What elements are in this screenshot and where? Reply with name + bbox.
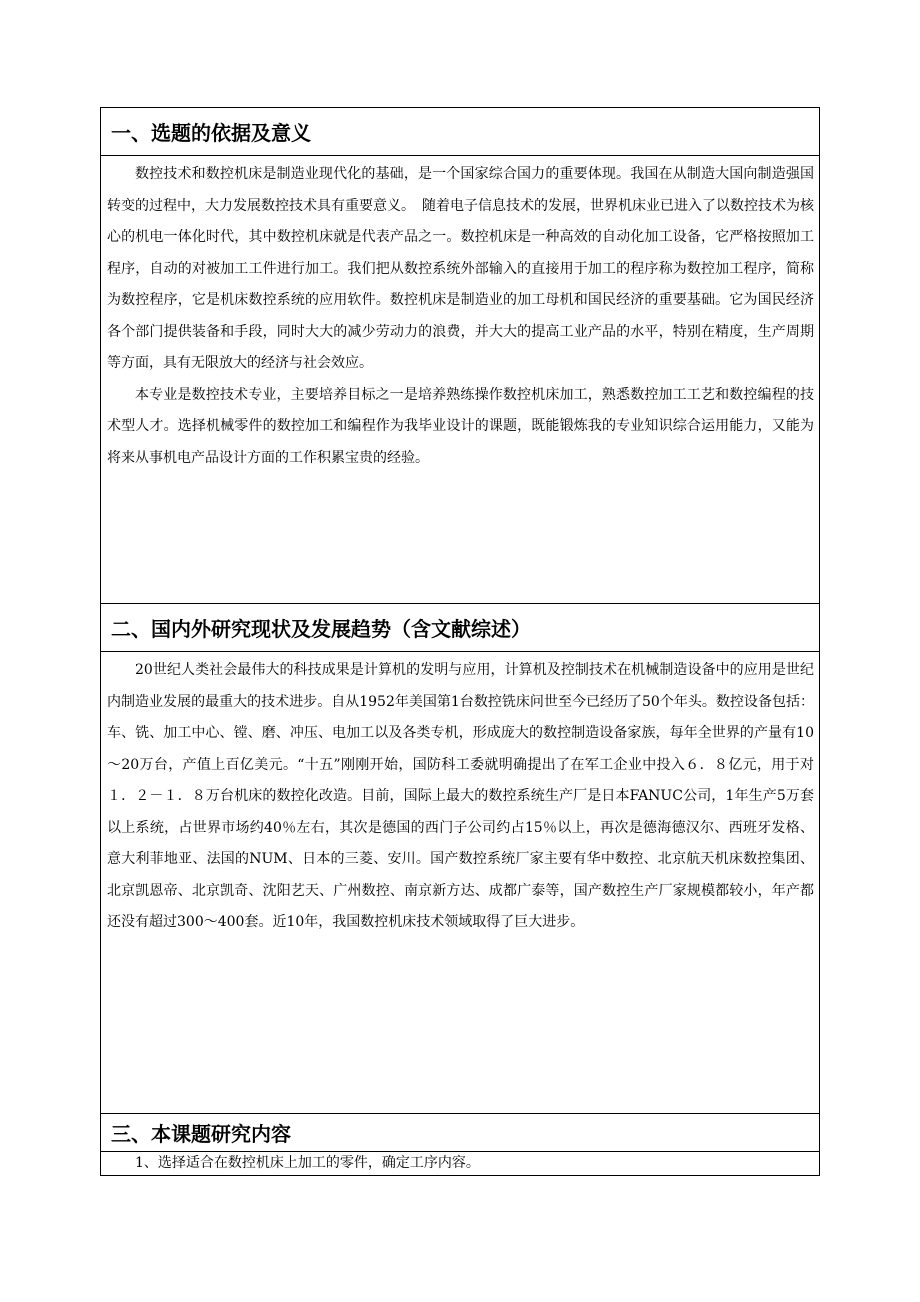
section-1-heading: [101, 108, 819, 156]
section-3-heading: [101, 1114, 819, 1152]
section-2-title: 二、国内外研究现状及发展趋势（含文献综述）: [111, 617, 531, 641]
section-1-paragraph-2: 本专业是数控技术专业，主要培养目标之一是培养熟练操作数控机床加工，熟悉数控加工工艺和数控编程的技术型人才。选择机械零件的数控加工和编程作为我毕业设计的课题，既能锻炼我的专业知识综合运用能力，又能为将来从事机电产品设计方面的工作积累宝贵的经验。: [107, 386, 814, 466]
section-3-body: [101, 1152, 819, 1175]
section-3-title: 三、本课题研究内容: [111, 1122, 291, 1146]
section-1-paragraph-1: 数控技术和数控机床是制造业现代化的基础，是一个国家综合国力的重要体现。我国在从制造大国向制造强国转变的过程中，大力发展数控技术具有重要意义。 随着电子信息技术的发展，世界机床业已进入了以数控技术为核心的机电一体化时代，其中数控机床就是代表产品之一。数控机床是一种高效的自动化加工设备，它严格按照加工程序，自动的对被加工工件进行加工。我们把从数控系统外部输入的直接用于加工的程序称为数控加工程序，简称为数控程序，它是机床数控系统的应用软件。数控机床是制造业的加工母机和国民经济的重要基础。它为国民经济各个部门提供装备和手段，同时大大的减少劳动力的浪费，并大大的提高工业产品的水平，特别在精度，生产周期等方面，具有无限放大的经济与社会效应。: [107, 166, 814, 371]
section-3-item-1: 1、选择适合在数控机床上加工的零件，确定工序内容。: [135, 1155, 480, 1171]
section-1-title: 一、选题的依据及意义: [111, 121, 311, 145]
section-2-paragraph-1: 20世纪人类社会最伟大的科技成果是计算机的发明与应用，计算机及控制技术在机械制造设备中的应用是世纪内制造业发展的最重大的技术进步。自从1952年美国第1台数控铣床问世至今已经历了50个年头。数控设备包括：车、铣、加工中心、镗、磨、冲压、电加工以及各类专机，形成庞大的数控制造设备家族，每年全世界的产量有10～20万台，产值上百亿美元。“十五”刚刚开始，国防科工委就明确提出了在军工企业中投入６．８亿元，用于对１．２－１．８万台机床的数控化改造。目前，国际上最大的数控系统生产厂是日本FANUC公司，1年生产5万套以上系统，占世界市场约40％左右，其次是德国的西门子公司约占15％以上，再次是德海德汉尔、西班牙发格、意大利菲地亚、法国的NUM、日本的三菱、安川。国产数控系统厂家主要有华中数控、北京航天机床数控集团、北京凯恩帝、北京凯奇、沈阳艺天、广州数控、南京新方达、成都广泰等，国产数控生产厂家规模都较小，年产都还没有超过300～400套。近10年，我国数控机床技术领域取得了巨大进步。: [107, 662, 814, 930]
proposal-form-table: [100, 107, 820, 1176]
section-1-body: [101, 156, 819, 604]
section-2-heading: [101, 604, 819, 652]
section-2-body: [101, 652, 819, 1114]
